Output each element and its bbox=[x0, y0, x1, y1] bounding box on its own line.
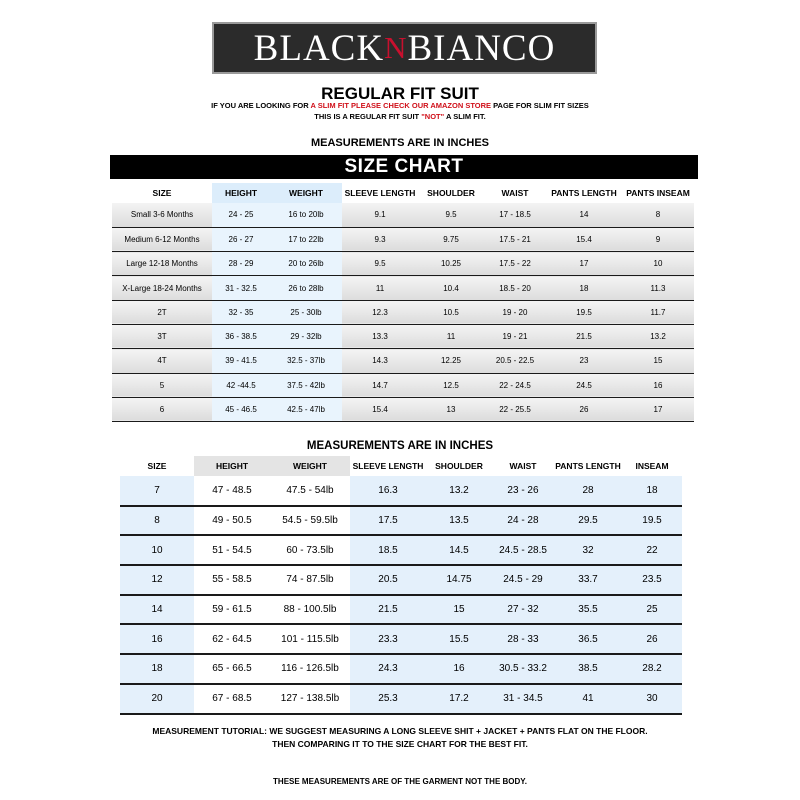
table-cell: 24.5 - 29 bbox=[492, 565, 554, 595]
table-cell: 51 - 54.5 bbox=[194, 535, 270, 565]
table-cell: 18 bbox=[120, 654, 194, 684]
column-header: SLEEVE LENGTH bbox=[344, 188, 416, 198]
table-cell: 7 bbox=[120, 476, 194, 506]
table-cell: 9.5 bbox=[418, 203, 484, 227]
table-cell: 14 bbox=[120, 595, 194, 625]
table-cell: 28 - 29 bbox=[212, 252, 270, 276]
table-cell: 19.5 bbox=[622, 506, 682, 536]
table-cell: 88 - 100.5lb bbox=[270, 595, 350, 625]
table-cell: 5 bbox=[112, 373, 212, 397]
table-cell: 30 bbox=[622, 684, 682, 714]
table-cell: 27 - 32 bbox=[492, 595, 554, 625]
table-cell: 33.7 bbox=[554, 565, 622, 595]
table-cell: 20.5 bbox=[350, 565, 426, 595]
table-cell: 9.1 bbox=[342, 203, 418, 227]
table-cell: 16 bbox=[622, 373, 694, 397]
table-row bbox=[112, 397, 694, 421]
column-header: SIZE bbox=[152, 188, 172, 198]
table-cell: 4T bbox=[112, 349, 212, 373]
table-cell: 17 - 18.5 bbox=[484, 203, 546, 227]
table-cell: 32 - 35 bbox=[212, 300, 270, 324]
table-row bbox=[112, 300, 694, 324]
table-row bbox=[120, 595, 682, 625]
table-cell: 28 bbox=[554, 476, 622, 506]
page-title: REGULAR FIT SUIT bbox=[321, 84, 479, 103]
column-header: WAIST bbox=[501, 188, 529, 198]
table-row bbox=[112, 373, 694, 397]
table-cell: 20 bbox=[120, 684, 194, 714]
table-row bbox=[120, 476, 682, 506]
table-cell: 10 bbox=[622, 252, 694, 276]
table-cell: 22 bbox=[622, 535, 682, 565]
size-table-youth bbox=[120, 456, 682, 715]
measurement-note-top: MEASUREMENTS ARE IN INCHES bbox=[310, 137, 490, 149]
table-cell: 17 to 22lb bbox=[270, 227, 342, 251]
table-cell: 18 bbox=[546, 276, 622, 300]
table-cell: 11 bbox=[418, 324, 484, 348]
table-cell: 25 bbox=[622, 595, 682, 625]
notice-red: A SLIM FIT PLEASE CHECK OUR AMAZON STORE bbox=[310, 101, 492, 110]
column-header: HEIGHT bbox=[212, 183, 270, 203]
table-cell: 42.5 - 47lb bbox=[270, 397, 342, 421]
table-cell: 12 bbox=[120, 565, 194, 595]
table-row bbox=[120, 565, 682, 595]
table-cell: 15 bbox=[426, 595, 492, 625]
table-cell: 24.3 bbox=[350, 654, 426, 684]
column-header: PANTS LENGTH bbox=[555, 461, 621, 471]
table-cell: 16 to 20lb bbox=[270, 203, 342, 227]
table-cell: Large 12-18 Months bbox=[112, 252, 212, 276]
notice-line2-post: A SLIM FIT. bbox=[444, 112, 486, 121]
table-cell: 10.4 bbox=[418, 276, 484, 300]
notice-line2-pre: THIS IS A REGULAR FIT SUIT bbox=[314, 112, 422, 121]
table-cell: 30.5 - 33.2 bbox=[492, 654, 554, 684]
table-cell: 13.3 bbox=[342, 324, 418, 348]
table-cell: 67 - 68.5 bbox=[194, 684, 270, 714]
table-cell: 36 - 38.5 bbox=[212, 324, 270, 348]
table-cell: 17 bbox=[546, 252, 622, 276]
table-cell: 24.5 - 28.5 bbox=[492, 535, 554, 565]
table-cell: 23.5 bbox=[622, 565, 682, 595]
table-cell: 19 - 21 bbox=[484, 324, 546, 348]
table-cell: 11.3 bbox=[622, 276, 694, 300]
notice-post: PAGE FOR SLIM FIT SIZES bbox=[491, 101, 589, 110]
table-row bbox=[120, 684, 682, 714]
table-cell: 19 - 20 bbox=[484, 300, 546, 324]
table-cell: 10 bbox=[120, 535, 194, 565]
table-cell: 24 - 25 bbox=[212, 203, 270, 227]
size-table-toddler bbox=[112, 183, 694, 422]
table-cell: 31 - 32.5 bbox=[212, 276, 270, 300]
slim-fit-notice bbox=[0, 101, 800, 110]
table-cell: 36.5 bbox=[554, 624, 622, 654]
table-cell: 9 bbox=[622, 227, 694, 251]
table-cell: 54.5 - 59.5lb bbox=[270, 506, 350, 536]
table-cell: 17.5 - 21 bbox=[484, 227, 546, 251]
table-cell: 26 to 28lb bbox=[270, 276, 342, 300]
notice-pre: IF YOU ARE LOOKING FOR bbox=[211, 101, 311, 110]
table-cell: 26 - 27 bbox=[212, 227, 270, 251]
table-row bbox=[120, 624, 682, 654]
table-cell: 17 bbox=[622, 397, 694, 421]
table-cell: 47.5 - 54lb bbox=[270, 476, 350, 506]
table-cell: 17.2 bbox=[426, 684, 492, 714]
table-cell: 20 to 26lb bbox=[270, 252, 342, 276]
table-cell: 32.5 - 37lb bbox=[270, 349, 342, 373]
table-cell: 9.75 bbox=[418, 227, 484, 251]
table-cell: 24 - 28 bbox=[492, 506, 554, 536]
table-cell: 23 - 26 bbox=[492, 476, 554, 506]
table-cell: 26 bbox=[546, 397, 622, 421]
column-header: HEIGHT bbox=[194, 456, 270, 476]
column-header: SLEEVE LENGTH bbox=[352, 461, 424, 471]
table-cell: 101 - 115.5lb bbox=[270, 624, 350, 654]
table-cell: 21.5 bbox=[350, 595, 426, 625]
table-cell: 21.5 bbox=[546, 324, 622, 348]
table-cell: 25.3 bbox=[350, 684, 426, 714]
column-header: PANTS INSEAM bbox=[626, 188, 690, 198]
column-header: SHOULDER bbox=[435, 461, 483, 471]
table-cell: 12.25 bbox=[418, 349, 484, 373]
table-cell: 17.5 - 22 bbox=[484, 252, 546, 276]
brand-part2: N bbox=[384, 30, 408, 65]
tutorial-line1: MEASUREMENT TUTORIAL: WE SUGGEST MEASURING A LONG SLEEVE SHIT + JACKET + PANTS FLAT ON THE FLOOR. bbox=[152, 726, 648, 736]
column-header: INSEAM bbox=[635, 461, 669, 471]
table-cell: 31 - 34.5 bbox=[492, 684, 554, 714]
column-header: SHOULDER bbox=[427, 188, 475, 198]
table-cell: 28 - 33 bbox=[492, 624, 554, 654]
column-header: WAIST bbox=[509, 461, 537, 471]
table-cell: 35.5 bbox=[554, 595, 622, 625]
notice-line2-red: "NOT" bbox=[421, 112, 445, 121]
table-cell: 32 bbox=[554, 535, 622, 565]
table-cell: 14.3 bbox=[342, 349, 418, 373]
table-cell: 38.5 bbox=[554, 654, 622, 684]
table-row bbox=[120, 654, 682, 684]
table-cell: Small 3-6 Months bbox=[112, 203, 212, 227]
table-cell: 13.2 bbox=[622, 324, 694, 348]
table-cell: 14 bbox=[546, 203, 622, 227]
table-cell: 18.5 bbox=[350, 535, 426, 565]
table-cell: 17.5 bbox=[350, 506, 426, 536]
table-cell: 60 - 73.5lb bbox=[270, 535, 350, 565]
table-cell: 37.5 - 42lb bbox=[270, 373, 342, 397]
table-cell: 19.5 bbox=[546, 300, 622, 324]
table-cell: 74 - 87.5lb bbox=[270, 565, 350, 595]
table-cell: 13 bbox=[418, 397, 484, 421]
table-cell: 13.2 bbox=[426, 476, 492, 506]
table-row bbox=[112, 203, 694, 227]
table-cell: 42 -44.5 bbox=[212, 373, 270, 397]
table-cell: 23 bbox=[546, 349, 622, 373]
table-row bbox=[112, 349, 694, 373]
table-cell: 16.3 bbox=[350, 476, 426, 506]
table-cell: 16 bbox=[426, 654, 492, 684]
table-cell: 25 - 30lb bbox=[270, 300, 342, 324]
table-cell: 18.5 - 20 bbox=[484, 276, 546, 300]
column-header: WEIGHT bbox=[270, 183, 342, 203]
table-cell: 13.5 bbox=[426, 506, 492, 536]
size-chart-banner: SIZE CHART bbox=[110, 155, 698, 179]
table-cell: 12.3 bbox=[342, 300, 418, 324]
table-row bbox=[120, 535, 682, 565]
disclaimer: THESE MEASUREMENTS ARE OF THE GARMENT NOT THE BODY. bbox=[273, 777, 527, 786]
table-cell: 10.25 bbox=[418, 252, 484, 276]
table-cell: 29.5 bbox=[554, 506, 622, 536]
table-cell: 62 - 64.5 bbox=[194, 624, 270, 654]
table-cell: 10.5 bbox=[418, 300, 484, 324]
tutorial-line2: THEN COMPARING IT TO THE SIZE CHART FOR THE BEST FIT. bbox=[272, 739, 528, 749]
table-cell: 9.5 bbox=[342, 252, 418, 276]
table-cell: 18 bbox=[622, 476, 682, 506]
table-cell: 47 - 48.5 bbox=[194, 476, 270, 506]
brand-logo bbox=[212, 22, 597, 74]
table-cell: 55 - 58.5 bbox=[194, 565, 270, 595]
table-cell: 39 - 41.5 bbox=[212, 349, 270, 373]
table-cell: 6 bbox=[112, 397, 212, 421]
table-cell: 45 - 46.5 bbox=[212, 397, 270, 421]
table-cell: 15.4 bbox=[342, 397, 418, 421]
table-cell: 11.7 bbox=[622, 300, 694, 324]
table-cell: 11 bbox=[342, 276, 418, 300]
column-header: PANTS LENGTH bbox=[551, 188, 617, 198]
table-cell: 22 - 25.5 bbox=[484, 397, 546, 421]
brand-part3: BIANCO bbox=[407, 27, 556, 69]
table-row bbox=[120, 506, 682, 536]
table-cell: 59 - 61.5 bbox=[194, 595, 270, 625]
table-cell: 15.5 bbox=[426, 624, 492, 654]
table-row bbox=[112, 252, 694, 276]
table-cell: 2T bbox=[112, 300, 212, 324]
table-cell: 15 bbox=[622, 349, 694, 373]
table-cell: 116 - 126.5lb bbox=[270, 654, 350, 684]
table-cell: 28.2 bbox=[622, 654, 682, 684]
table-cell: X-Large 18-24 Months bbox=[112, 276, 212, 300]
table-cell: 23.3 bbox=[350, 624, 426, 654]
column-header: SIZE bbox=[147, 461, 167, 471]
table-row bbox=[112, 276, 694, 300]
table-cell: 15.4 bbox=[546, 227, 622, 251]
table-cell: 49 - 50.5 bbox=[194, 506, 270, 536]
table-header-row bbox=[112, 183, 694, 203]
table-row bbox=[112, 324, 694, 348]
table-cell: 24.5 bbox=[546, 373, 622, 397]
table-cell: 29 - 32lb bbox=[270, 324, 342, 348]
table-cell: 14.5 bbox=[426, 535, 492, 565]
table-cell: 127 - 138.5lb bbox=[270, 684, 350, 714]
table-row bbox=[112, 227, 694, 251]
table-cell: 12.5 bbox=[418, 373, 484, 397]
table-cell: 14.7 bbox=[342, 373, 418, 397]
table-cell: 8 bbox=[120, 506, 194, 536]
table-cell: 14.75 bbox=[426, 565, 492, 595]
table-header-row bbox=[120, 456, 682, 476]
measurement-note-bottom: MEASUREMENTS ARE IN INCHES bbox=[306, 440, 494, 452]
regular-fit-notice bbox=[0, 112, 800, 121]
table-cell: 41 bbox=[554, 684, 622, 714]
column-header: WEIGHT bbox=[270, 456, 350, 476]
table-cell: 9.3 bbox=[342, 227, 418, 251]
table-cell: 3T bbox=[112, 324, 212, 348]
table-cell: 26 bbox=[622, 624, 682, 654]
brand-part1: BLACK bbox=[253, 27, 385, 69]
table-cell: 65 - 66.5 bbox=[194, 654, 270, 684]
table-cell: 22 - 24.5 bbox=[484, 373, 546, 397]
table-cell: 20.5 - 22.5 bbox=[484, 349, 546, 373]
table-cell: 8 bbox=[622, 203, 694, 227]
table-cell: Medium 6-12 Months bbox=[112, 227, 212, 251]
table-cell: 16 bbox=[120, 624, 194, 654]
